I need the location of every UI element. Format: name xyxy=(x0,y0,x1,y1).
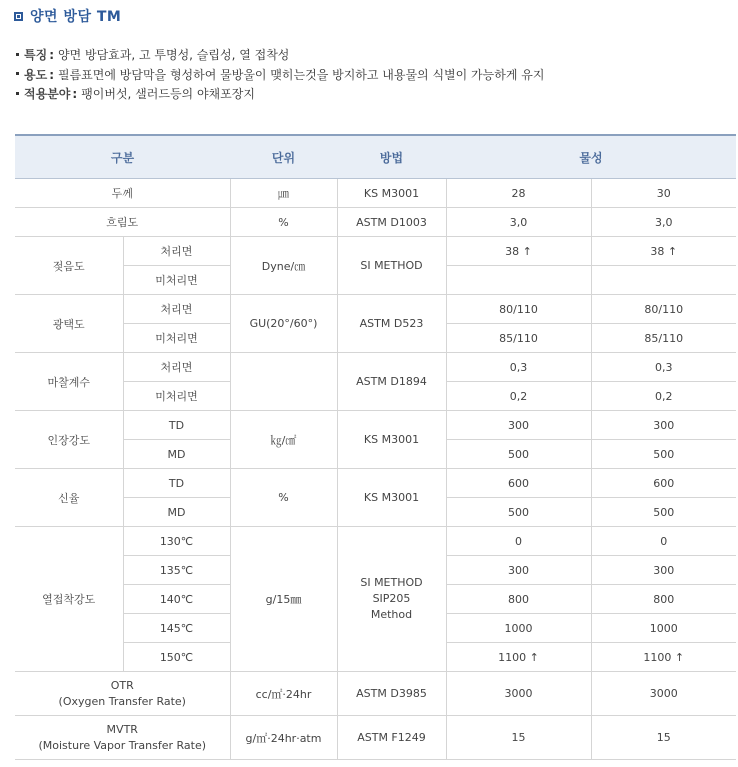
table-cell: 미처리면 xyxy=(123,324,230,353)
table-row xyxy=(15,716,736,760)
table-cell: % xyxy=(230,469,337,527)
table-cell: cc/㎡·24hr xyxy=(230,672,337,716)
table-cell: 흐림도 xyxy=(15,208,230,237)
table-cell: KS M3001 xyxy=(337,179,446,208)
table-cell: SI METHOD xyxy=(337,237,446,295)
table-cell: ASTM D1894 xyxy=(337,353,446,411)
table-cell: 1000 xyxy=(446,614,591,643)
table-row xyxy=(15,353,736,382)
table-cell: 미처리면 xyxy=(123,266,230,295)
table-cell: 300 xyxy=(446,411,591,440)
header-property: 물성 xyxy=(446,135,736,179)
table-cell: % xyxy=(230,208,337,237)
table-cell: 미처리면 xyxy=(123,382,230,411)
table-cell: KS M3001 xyxy=(337,411,446,469)
table-cell: 500 xyxy=(446,498,591,527)
table-row xyxy=(15,527,736,556)
table-cell: 38 ↑ xyxy=(446,237,591,266)
table-cell xyxy=(446,266,591,295)
feature-text: 양면 방담효과, 고 투명성, 슬립성, 열 접착성 xyxy=(58,48,290,62)
table-cell: 135℃ xyxy=(123,556,230,585)
table-cell: 0,3 xyxy=(591,353,736,382)
spec-table xyxy=(15,134,736,760)
table-cell: 140℃ xyxy=(123,585,230,614)
table-cell: 300 xyxy=(591,556,736,585)
table-cell: 0,2 xyxy=(446,382,591,411)
table-cell: 150℃ xyxy=(123,643,230,672)
table-cell: 0 xyxy=(591,527,736,556)
table-cell: 3000 xyxy=(591,672,736,716)
feature-item-usage: 용도 : 필름표면에 방담막을 형성하여 물방울이 맺히는것을 방지하고 내용물의 식별이 가능하게 유지 xyxy=(16,66,544,86)
table-cell: 80/110 xyxy=(591,295,736,324)
table-cell: 145℃ xyxy=(123,614,230,643)
bullet-icon xyxy=(16,53,19,56)
table-cell: Dyne/㎝ xyxy=(230,237,337,295)
table-cell: ㎛ xyxy=(230,179,337,208)
table-row xyxy=(15,672,736,716)
table-cell: 0,3 xyxy=(446,353,591,382)
table-cell: 500 xyxy=(591,498,736,527)
table-cell: 28 xyxy=(446,179,591,208)
table-cell: 인장강도 xyxy=(15,411,123,469)
otr-label: OTR (Oxygen Transfer Rate) xyxy=(15,672,230,716)
header-unit: 단위 xyxy=(230,135,337,179)
feature-item-applications: 적용분야 : 팽이버섯, 샐러드등의 야채포장지 xyxy=(16,85,544,105)
table-cell: 15 xyxy=(591,716,736,760)
table-cell: 300 xyxy=(591,411,736,440)
table-cell: 38 ↑ xyxy=(591,237,736,266)
feature-list xyxy=(16,46,544,105)
table-cell: 85/110 xyxy=(446,324,591,353)
table-cell: g/㎡·24hr·atm xyxy=(230,716,337,760)
table-cell xyxy=(591,266,736,295)
feature-text: 필름표면에 방담막을 형성하여 물방울이 맺히는것을 방지하고 내용물의 식별이 가능하게 유지 xyxy=(58,67,545,82)
table-cell: 두께 xyxy=(15,179,230,208)
table-cell: 3,0 xyxy=(591,208,736,237)
table-cell: 열접착강도 xyxy=(15,527,123,672)
header-category: 구분 xyxy=(15,135,230,179)
feature-item-features: 특징 : 양면 방담효과, 고 투명성, 슬립성, 열 접착성 xyxy=(16,46,544,66)
header-method: 방법 xyxy=(337,135,446,179)
table-cell: ASTM D1003 xyxy=(337,208,446,237)
table-cell: 0 xyxy=(446,527,591,556)
bullet-icon xyxy=(16,92,19,95)
table-cell: 0,2 xyxy=(591,382,736,411)
table-cell: 800 xyxy=(446,585,591,614)
table-cell: 15 xyxy=(446,716,591,760)
table-cell: 500 xyxy=(446,440,591,469)
page-title: 양면 방담 TM xyxy=(30,9,122,25)
table-cell: 30 xyxy=(591,179,736,208)
table-cell: MD xyxy=(123,498,230,527)
table-cell: ASTM D3985 xyxy=(337,672,446,716)
table-cell: g/15㎜ xyxy=(230,527,337,672)
bullet-icon xyxy=(16,72,19,75)
table-cell: ㎏/㎠ xyxy=(230,411,337,469)
table-cell: 130℃ xyxy=(123,527,230,556)
square-bullet-icon xyxy=(14,12,23,21)
table-cell: 600 xyxy=(591,469,736,498)
heatseal-method: SI METHOD SIP205 Method xyxy=(337,527,446,672)
table-cell: TD xyxy=(123,469,230,498)
table-cell: 처리면 xyxy=(123,237,230,266)
table-row xyxy=(15,179,736,208)
table-header-row xyxy=(15,135,736,179)
table-cell: 젖음도 xyxy=(15,237,123,295)
table-cell: 1100 ↑ xyxy=(446,643,591,672)
table-cell: ASTM D523 xyxy=(337,295,446,353)
table-cell: 3000 xyxy=(446,672,591,716)
table-cell: 1100 ↑ xyxy=(591,643,736,672)
table-cell: GU(20°/60°) xyxy=(230,295,337,353)
table-cell: 600 xyxy=(446,469,591,498)
table-row xyxy=(15,237,736,266)
table-row xyxy=(15,208,736,237)
mvtr-label: MVTR (Moisture Vapor Transfer Rate) xyxy=(15,716,230,760)
table-cell: 마찰계수 xyxy=(15,353,123,411)
table-cell: 처리면 xyxy=(123,353,230,382)
table-cell: KS M3001 xyxy=(337,469,446,527)
feature-text: 팽이버섯, 샐러드등의 야채포장지 xyxy=(81,87,255,101)
table-row xyxy=(15,295,736,324)
feature-label: 특징 xyxy=(24,48,48,62)
table-cell: 처리면 xyxy=(123,295,230,324)
table-cell: 1000 xyxy=(591,614,736,643)
table-row xyxy=(15,469,736,498)
table-cell xyxy=(230,353,337,411)
table-cell: 3,0 xyxy=(446,208,591,237)
table-cell: 500 xyxy=(591,440,736,469)
table-cell: 신율 xyxy=(15,469,123,527)
table-cell: 광택도 xyxy=(15,295,123,353)
feature-label: 적용분야 xyxy=(24,87,71,101)
table-cell: 85/110 xyxy=(591,324,736,353)
feature-label: 용도 xyxy=(24,67,48,82)
table-row xyxy=(15,411,736,440)
table-cell: TD xyxy=(123,411,230,440)
table-cell: 80/110 xyxy=(446,295,591,324)
table-cell: 800 xyxy=(591,585,736,614)
table-cell: 300 xyxy=(446,556,591,585)
table-cell: ASTM F1249 xyxy=(337,716,446,760)
page-title-block xyxy=(14,6,121,26)
table-cell: MD xyxy=(123,440,230,469)
